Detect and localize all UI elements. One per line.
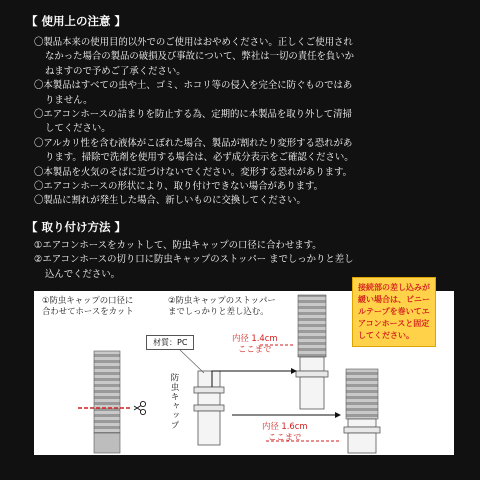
precaution-7-line-1: 〇製品に割れが発生した場合、新しいものに交換してください。 <box>34 195 306 207</box>
step-2-caption-line-1: ②防虫キャップのストッパー <box>168 295 276 305</box>
step-2-caption-line-2: までしっかりと差し込む。 <box>168 305 269 316</box>
step-1-caption-line-2: 合わせてホースをカット <box>42 305 134 316</box>
arrow-to-small-hose <box>212 371 296 387</box>
step-2-caption <box>168 295 276 316</box>
precautions-list <box>34 36 470 209</box>
precaution-2-line-2: りません。 <box>45 94 93 106</box>
precaution-6-line-1: 〇エアコンホースの形状により、取り付けできない場合があります。 <box>34 181 323 193</box>
precaution-item-5 <box>34 166 470 180</box>
inner-diameter-large-value: 内径 1.6cm <box>262 421 308 431</box>
precaution-item-2 <box>34 79 470 108</box>
installation-steps <box>34 239 470 282</box>
tape-note-box <box>352 277 436 347</box>
hose-with-cap-small-illustration <box>296 295 328 409</box>
note-line-1: 接続部の差し込みが <box>358 283 430 292</box>
step-2-line-2: 込んでください。 <box>45 268 121 280</box>
scissors-icon <box>134 401 146 414</box>
step-2-line-1: ②エアコンホースの切り口に防虫キャップのストッパー までしっかりと差し <box>34 254 354 266</box>
precaution-2-line-1: 〇本製品はすべての虫や土、ゴミ、ホコリ等の侵入を完全に防ぐものではあ <box>34 80 353 92</box>
note-line-4: アコンホースと固定 <box>358 319 430 328</box>
precaution-1-line-3: ねますので予めご了承ください。 <box>45 65 186 77</box>
precaution-4-line-2: ります。掃除で洗剤を使用する場合は、必ず成分表示をご確認ください。 <box>45 152 354 164</box>
inner-diameter-small-label <box>232 333 278 354</box>
installation-diagram <box>34 283 454 455</box>
step-1-line-1: ①エアコンホースをカットして、防虫キャップの口径に合わせます。 <box>34 240 322 251</box>
note-line-2: 緩い場合は、ビニー <box>358 295 430 304</box>
hose-with-cap-large-illustration <box>344 369 380 453</box>
precaution-5-line-1: 〇本製品を火気のそばに近づけないでください。変形する恐れがあります。 <box>34 166 353 178</box>
precaution-1-line-2: なかった場合の製品の破損及び事故について、弊社は一切の責任を負いか <box>45 51 355 63</box>
installation-heading: 【 取り付け方法 】 <box>26 220 127 234</box>
inner-diameter-small-suffix: ここまで <box>238 343 272 354</box>
precaution-3-line-2: してください。 <box>45 123 111 135</box>
precaution-3-line-1: 〇エアコンホースの詰まりを防止する為、定期的に本製品を取り外して清掃 <box>34 109 352 121</box>
material-leader-line <box>179 349 204 373</box>
cap-label: 防虫キャップ <box>169 373 179 430</box>
precaution-item-4 <box>34 137 470 166</box>
note-line-5: してください。 <box>358 331 414 340</box>
precaution-item-1 <box>34 36 470 79</box>
step-1-caption-line-1: ①防虫キャップの口径に <box>42 295 134 305</box>
cut-hose-illustration <box>94 351 120 453</box>
precaution-item-7 <box>34 194 470 208</box>
inner-diameter-small-value: 内径 1.4cm <box>232 333 278 343</box>
material-label: 材質：PC <box>146 335 194 350</box>
note-line-3: ルテープを巻いてエ <box>358 307 430 316</box>
installation-step-1 <box>34 239 470 253</box>
precaution-1-line-1: 〇製品本来の使用目的以外でのご使用はおやめください。正しくご使用され <box>34 37 353 48</box>
bug-cap-illustration <box>194 371 224 445</box>
precaution-4-line-1: 〇アルカリ性を含む液体がこぼれた場合、製品が割れたり変形する恐れがあ <box>34 137 353 149</box>
step-1-caption <box>42 295 134 316</box>
inner-diameter-large-label <box>262 421 308 442</box>
precaution-item-6 <box>34 180 470 194</box>
precaution-item-3 <box>34 108 470 137</box>
inner-diameter-large-suffix: ここまで <box>268 431 302 442</box>
precautions-heading: 【 使用上の注意 】 <box>26 14 127 28</box>
